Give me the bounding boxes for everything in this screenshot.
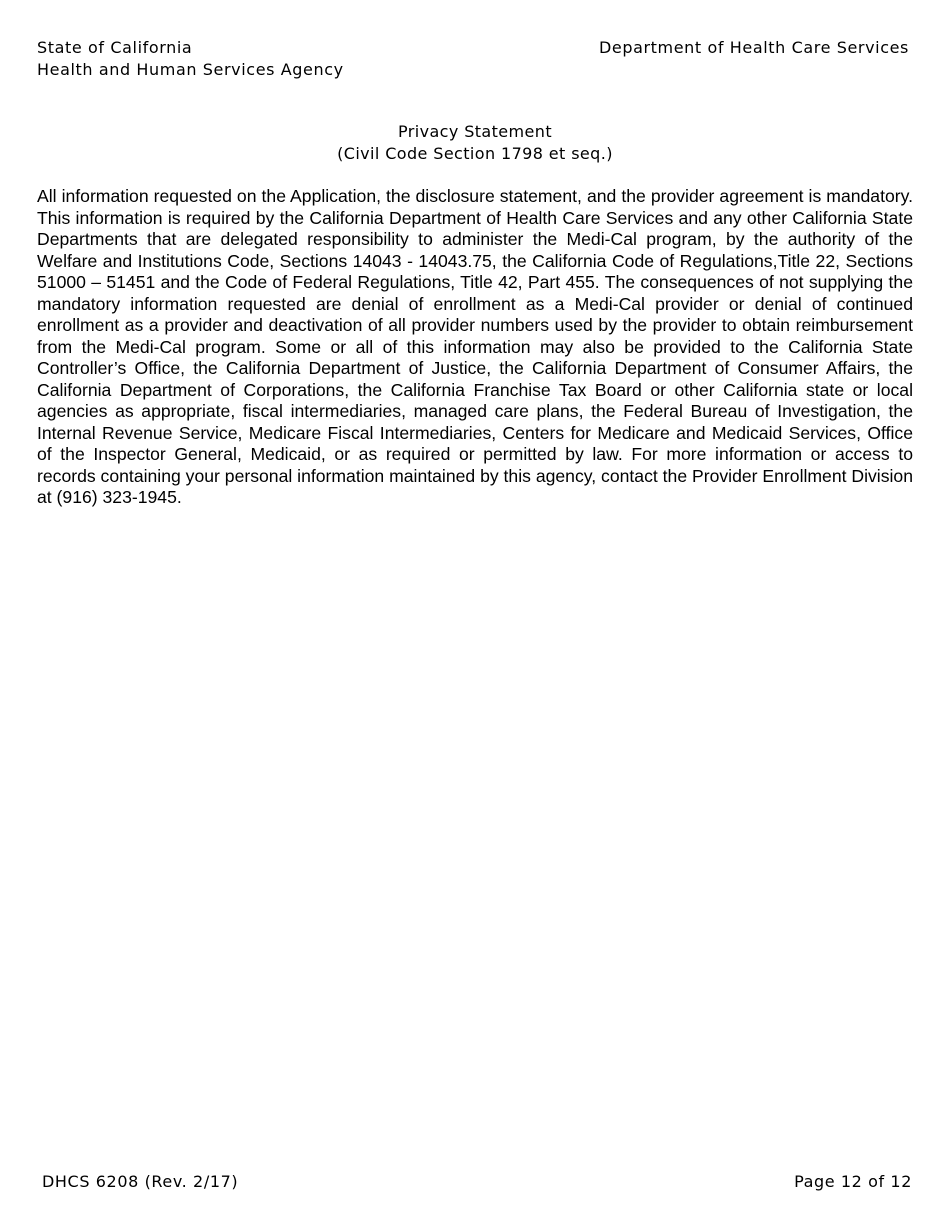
footer-page-number: Page 12 of 12 [794, 1172, 912, 1191]
statement-subtitle: (Civil Code Section 1798 et seq.) [337, 144, 613, 163]
statement-title: Privacy Statement [397, 122, 552, 141]
footer-form-id: DHCS 6208 (Rev. 2/17) [42, 1172, 239, 1191]
statement-title-block [0, 121, 950, 165]
header-agency-block [37, 37, 344, 81]
privacy-statement-paragraph: All information requested on the Application, the disclosure statement, and the provider agreement is mandatory. This information is required by the California Department of Health Care Services and any other California State Departments that are delegated responsibility to administer the Medi-Cal program, by the authority of the Welfare and Institutions Code, Sections 14043 - 14043.75, the California Code of Regulations,Title 22, Sections 51000 – 51451 and the Code of Federal Regulations, Title 42, Part 455. The consequences of not supplying the mandatory information requested are denial of enrollment as a Medi-Cal provider or denial of continued enrollment as a provider and deactivation of all provider numbers used by the provider to obtain reimbursement from the Medi-Cal program. Some or all of this information may also be provided to the California State Controller’s Office, the California Department of Justice, the California Department of Consumer Affairs, the California Department of Corporations, the California Franchise Tax Board or other California state or local agencies as appropriate, fiscal intermediaries, managed care plans, the Federal Bureau of Investigation, the Internal Revenue Service, Medicare Fiscal Intermediaries, Centers for Medicare and Medicaid Services, Office of the Inspector General, Medicaid, or as required or permitted by law. For more information or access to records containing your personal information maintained by this agency, contact the Provider Enrollment Division at (916) 323-1945. [37, 186, 913, 507]
header-department: Department of Health Care Services [598, 38, 909, 57]
header-agency: Health and Human Services Agency [37, 60, 344, 79]
header-state: State of California [37, 38, 193, 57]
